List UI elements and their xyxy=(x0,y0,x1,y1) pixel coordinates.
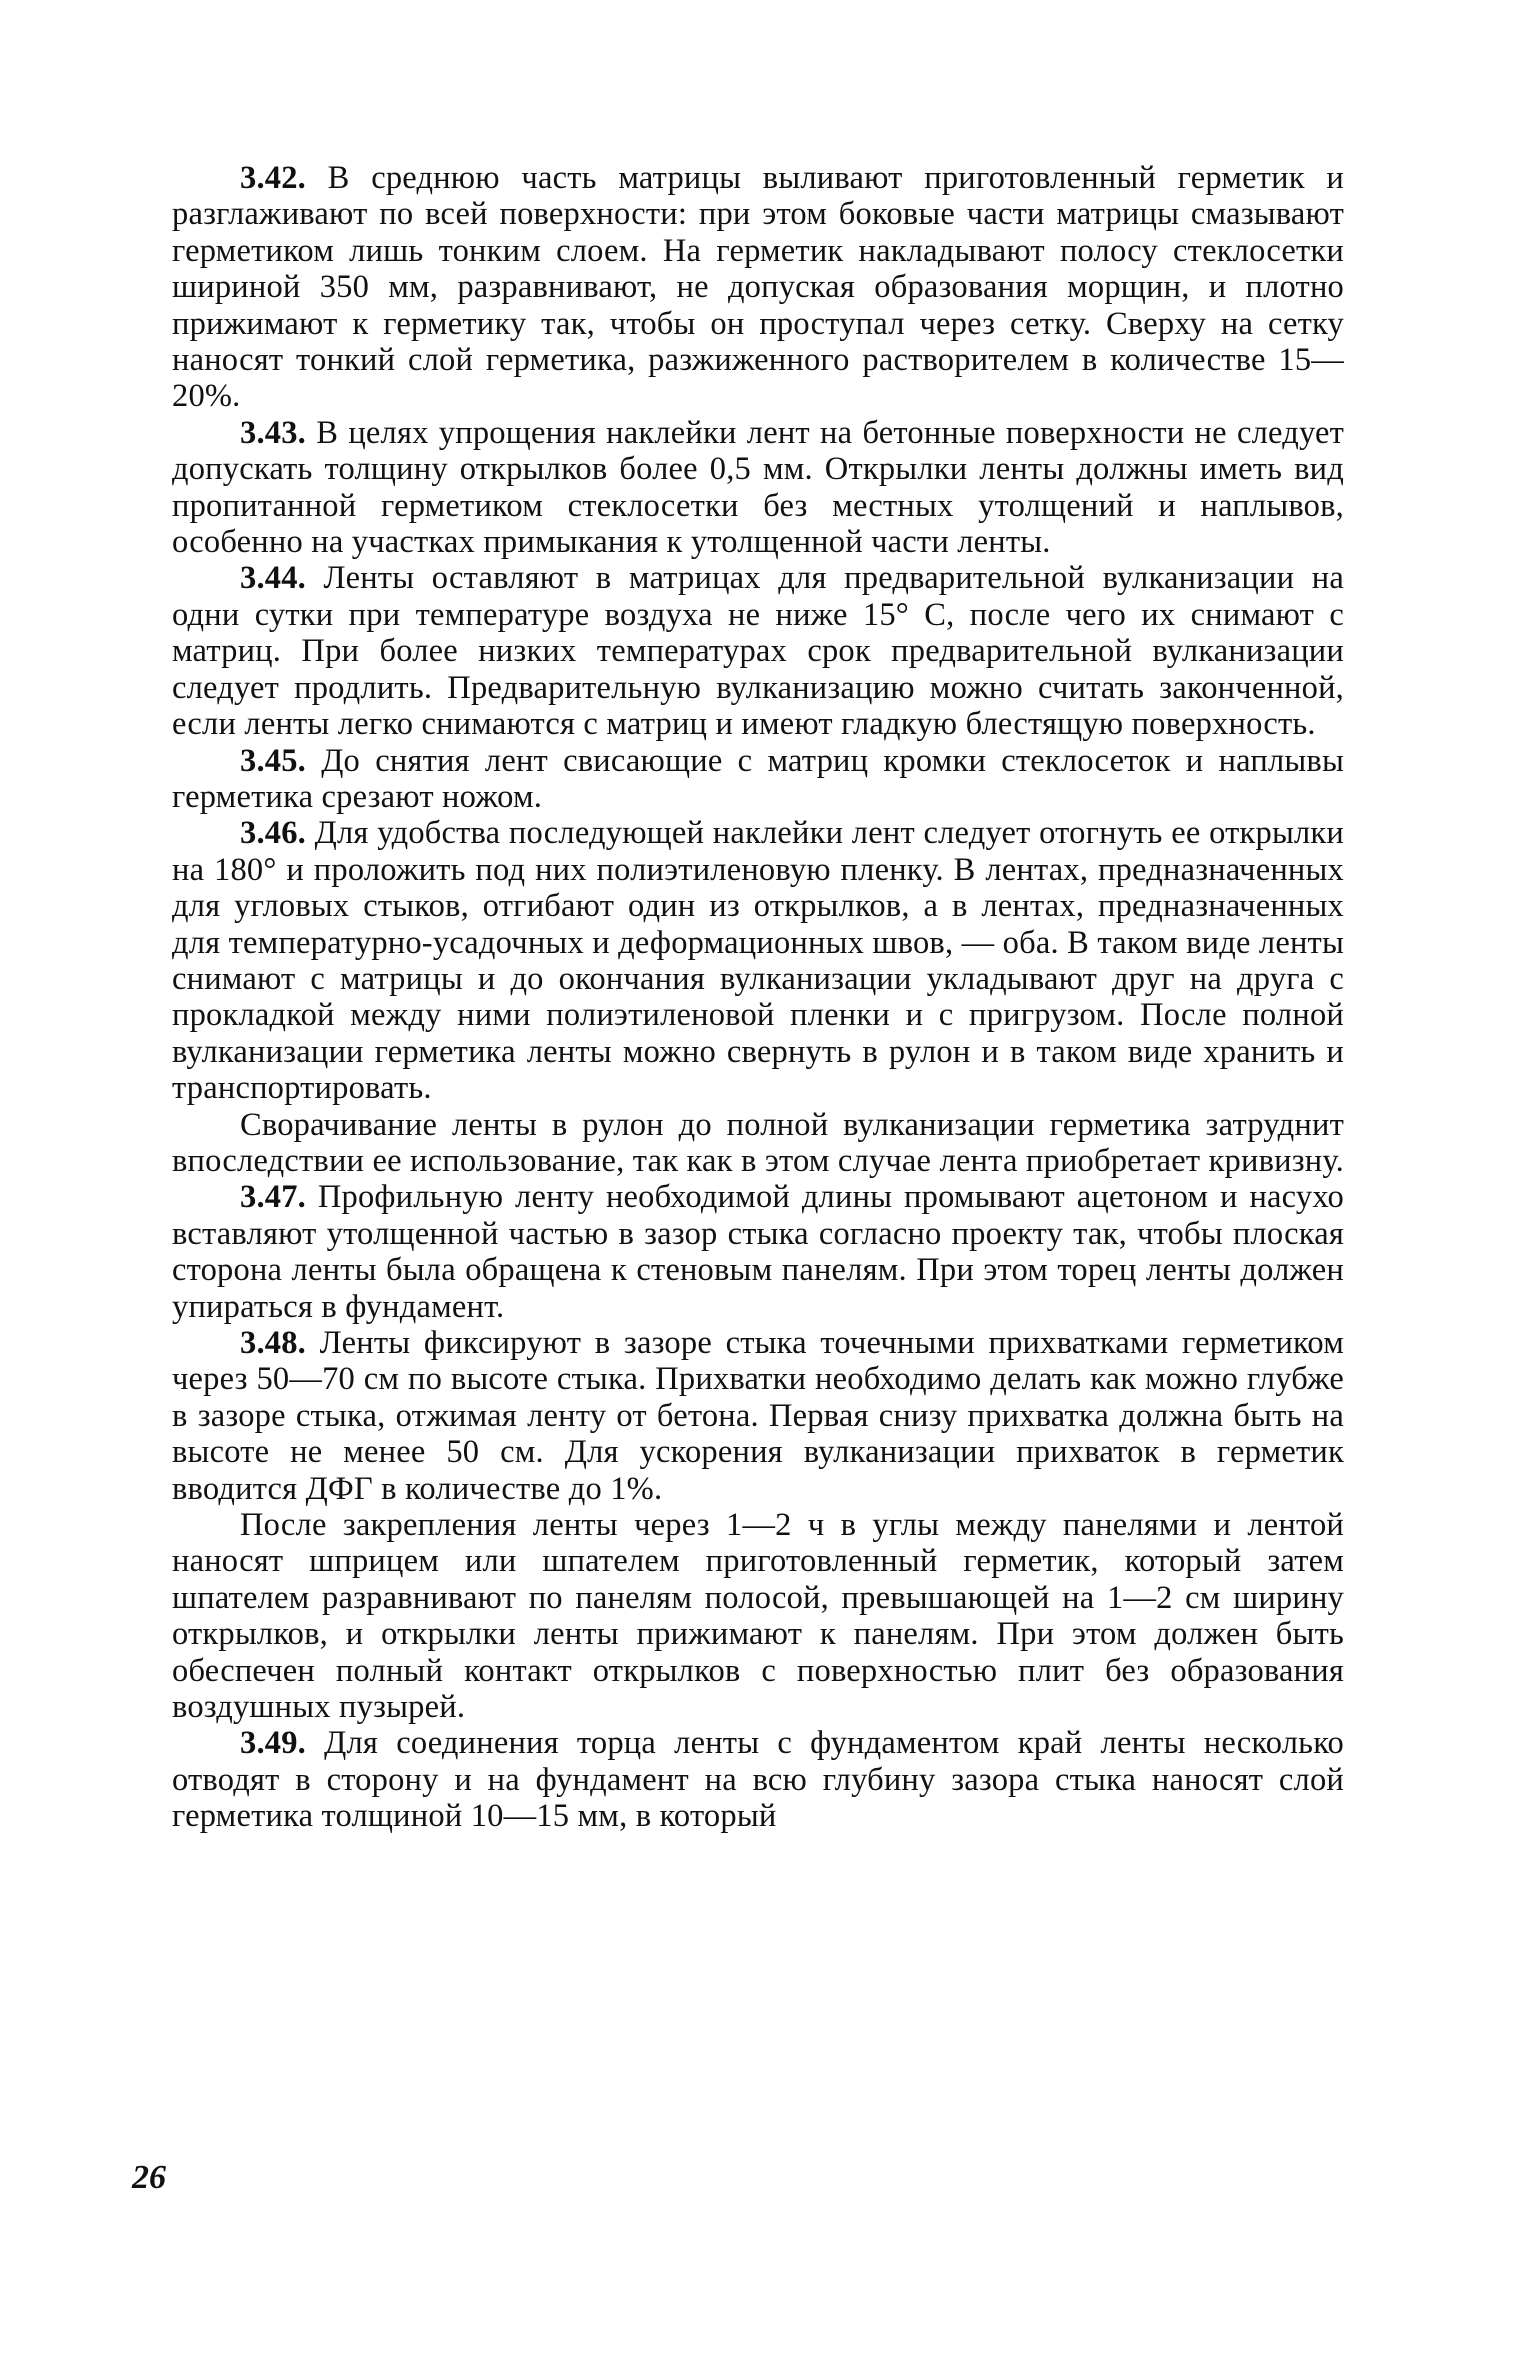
paragraph-text: Для соединения торца ленты с фундаментом край ленты несколько отводят в сторону и на фундамент на всю глубину зазора стыка наносят слой герметика толщиной 10—15 мм, в который xyxy=(172,1725,1344,1835)
paragraph-3-42 xyxy=(172,160,1344,415)
paragraph-text: Ленты оставляют в матрицах для предварительной вулканизации на одни сутки при температуре воздуха не ниже 15° С, после чего их снимают с матриц. При более низких температурах срок предварительной вулканизации следует продлить. Предварительную вулканизацию можно считать законченной, если ленты легко снимаются с матриц и имеют гладкую блестящую поверхность. xyxy=(172,560,1344,743)
paragraph-3-45 xyxy=(172,743,1344,816)
clause-number: 3.48. xyxy=(240,1325,306,1361)
paragraph-3-43 xyxy=(172,415,1344,561)
paragraph-3-49 xyxy=(172,1725,1344,1834)
clause-number: 3.42. xyxy=(240,160,306,196)
paragraph-text: Сворачивание ленты в рулон до полной вулканизации герметика затруднит впоследствии ее использование, так как в этом случае лента приобретает кривизну. xyxy=(172,1106,1344,1179)
clause-number: 3.44. xyxy=(240,560,306,597)
paragraph-text: До снятия лент свисающие с матриц кромки стеклосеток и наплывы герметика срезают ножом. xyxy=(172,742,1344,815)
clause-number: 3.46. xyxy=(240,815,306,852)
clause-number: 3.45. xyxy=(240,742,306,779)
clause-number: 3.43. xyxy=(240,414,306,451)
paragraph-3-46 xyxy=(172,815,1344,1106)
body-text xyxy=(172,160,1344,1835)
paragraph-text: Для удобства последующей наклейки лент следует отогнуть ее открылки на 180° и проложить под них полиэтиленовую пленку. В лентах, предназначенных для угловых стыков, отгибают один из открылков, а в лентах, предназначенных для температурно-усадочных и деформационных швов, — оба. В таком виде ленты снимают с матрицы и до окончания вулканизации укладывают друг на друга с прокладкой между ними полиэтиленовой пленки и с пригрузом. После полной вулканизации герметика ленты можно свернуть в рулон и в таком виде хранить и транспортировать. xyxy=(172,815,1344,1107)
paragraph-text: Профильную ленту необходимой длины промывают ацетоном и насухо вставляют утолщенной частью в зазор стыка согласно проекту так, чтобы плоская сторона ленты была обращена к стеновым панелям. При этом торец ленты должен упираться в фундамент. xyxy=(172,1179,1344,1325)
paragraph-3-44 xyxy=(172,560,1344,742)
paragraph-text: В целях упрощения наклейки лент на бетонные поверхности не следует допускать толщину открылков более 0,5 мм. Открылки ленты должны иметь вид пропитанной герметиком стеклосетки без местных утолщений и наплывов, особенно на участках примыкания к утолщенной части ленты. xyxy=(172,414,1344,561)
paragraph-3-47 xyxy=(172,1179,1344,1325)
paragraph-3-48 xyxy=(172,1325,1344,1507)
page-number: 26 xyxy=(132,2159,166,2196)
paragraph-text: После закрепления ленты через 1—2 ч в углы между панелями и лентой наносят шприцем или шпателем приготовленный герметик, который затем шпателем разравнивают по панелям полосой, превышающей на 1—2 см ширину открылков, и открылки ленты прижимают к панелям. При этом должен быть обеспечен полный контакт открылков с поверхностью плит без образования воздушных пузырей. xyxy=(172,1507,1344,1726)
paragraph-3-48-continued xyxy=(172,1507,1344,1725)
paragraph-text: Ленты фиксируют в зазоре стыка точечными прихватками герметиком через 50—70 см по высоте стыка. Прихватки необходимо делать как можно глубже в зазоре стыка, отжимая ленту от бетона. Первая снизу прихватка должна быть на высоте не менее 50 см. Для ускорения вулканизации прихваток в герметик вводится ДФГ в количестве до 1%. xyxy=(172,1325,1344,1507)
paragraph-text: В среднюю часть матрицы выливают приготовленный герметик и разглаживают по всей поверхности: при этом боковые части матрицы смазывают герметиком лишь тонким слоем. На герметик накладывают полосу стеклосетки шириной 350 мм, разравнивают, не допуская образования морщин, и плотно прижимают к герметику так, чтобы он проступал через сетку. Сверху на сетку наносят тонкий слой герметика, разжиженного растворителем в количестве 15—20%. xyxy=(172,160,1344,415)
clause-number: 3.49. xyxy=(240,1725,306,1762)
clause-number: 3.47. xyxy=(240,1179,306,1216)
paragraph-3-46-note xyxy=(172,1107,1344,1180)
